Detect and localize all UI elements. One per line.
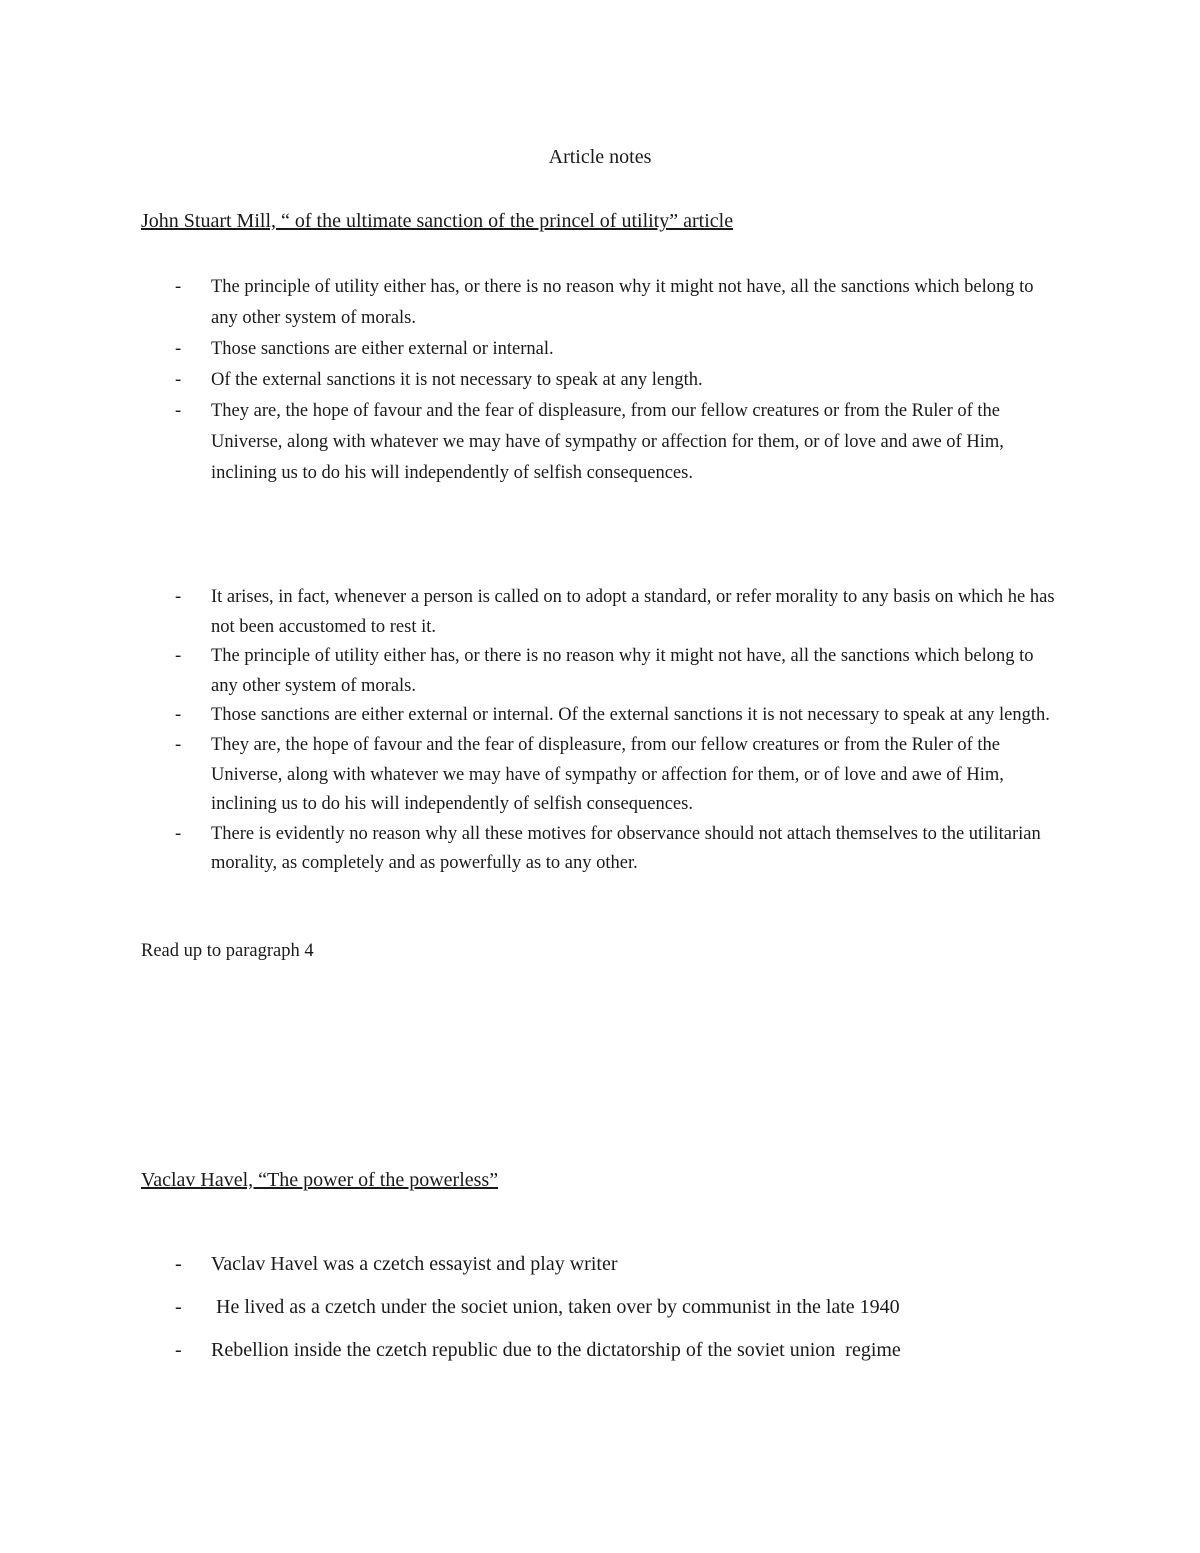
list-item [141,365,1061,396]
list-item [141,583,1061,642]
reading-note: Read up to paragraph 4 [141,941,314,961]
section-heading-mill: John Stuart Mill, “ of the ultimate sanction of the princel of utility” article [141,210,734,232]
list-item-text: He lived as a czetch under the societ union, taken over by communist in the late 1940 [211,1296,900,1318]
list-item-text: The principle of utility either has, or there is no reason why it might not have, all the sanctions which belong to any other system of morals. [211,646,1034,696]
bullet-dash: - [175,646,182,667]
list-item [141,396,1061,489]
list-item-text: They are, the hope of favour and the fear of displeasure, from our fellow creatures or from the Ruler of the Universe, along with whatever we may have of sympathy or affection for them, or of love and awe of Him, inclining us to do his will independently of selfish consequences. [211,734,1004,815]
list-item-text: Those sanctions are either external or internal. [211,339,554,359]
list-item-text: It arises, in fact, whenever a person is called on to adopt a standard, or refer morality to any basis on which he has not been accustomed to rest it. [211,587,1055,637]
mill-notes-list-a [141,272,1061,489]
bullet-dash: - [175,1339,182,1361]
list-item-text: Vaclav Havel was a czetch essayist and play writer [211,1253,618,1275]
bullet-dash: - [175,823,182,844]
list-item-text: Of the external sanctions it is not necessary to speak at any length. [211,370,703,390]
list-item [141,1293,1061,1321]
list-item [141,1250,1061,1278]
list-item [141,731,1061,820]
list-item-text: Rebellion inside the czetch republic due to the dictatorship of the soviet union regime [211,1339,901,1361]
section-heading-havel: Vaclav Havel, “The power of the powerless” [141,1169,499,1191]
mill-notes-list-b [141,583,1061,879]
bullet-dash: - [175,587,182,607]
bullet-dash: - [175,401,182,421]
list-item [141,272,1061,334]
list-item [141,1336,1061,1364]
bullet-dash: - [175,1253,182,1275]
bullet-dash: - [175,734,182,755]
list-item [141,701,1061,731]
list-item [141,334,1061,365]
bullet-dash: - [175,339,182,359]
havel-notes-list [141,1250,1061,1379]
bullet-dash: - [175,705,182,726]
list-item-text: They are, the hope of favour and the fear of displeasure, from our fellow creatures or from the Ruler of the Universe, along with whatever we may have of sympathy or affection for them, or of love and awe of Him, inclining us to do his will independently of selfish consequences. [211,401,1004,483]
bullet-dash: - [175,277,182,297]
page-title: Article notes [548,146,652,168]
list-item [141,820,1061,879]
bullet-dash: - [175,1296,182,1318]
list-item-text: The principle of utility either has, or there is no reason why it might not have, all the sanctions which belong to any other system of morals. [211,277,1034,328]
list-item-text: There is evidently no reason why all these motives for observance should not attach themselves to the utilitarian morality, as completely and as powerfully as to any other. [211,823,1041,874]
bullet-dash: - [175,370,182,390]
list-item [141,642,1061,701]
list-item-text: Those sanctions are either external or internal. Of the external sanctions it is not necessary to speak at any length. [211,705,1050,726]
